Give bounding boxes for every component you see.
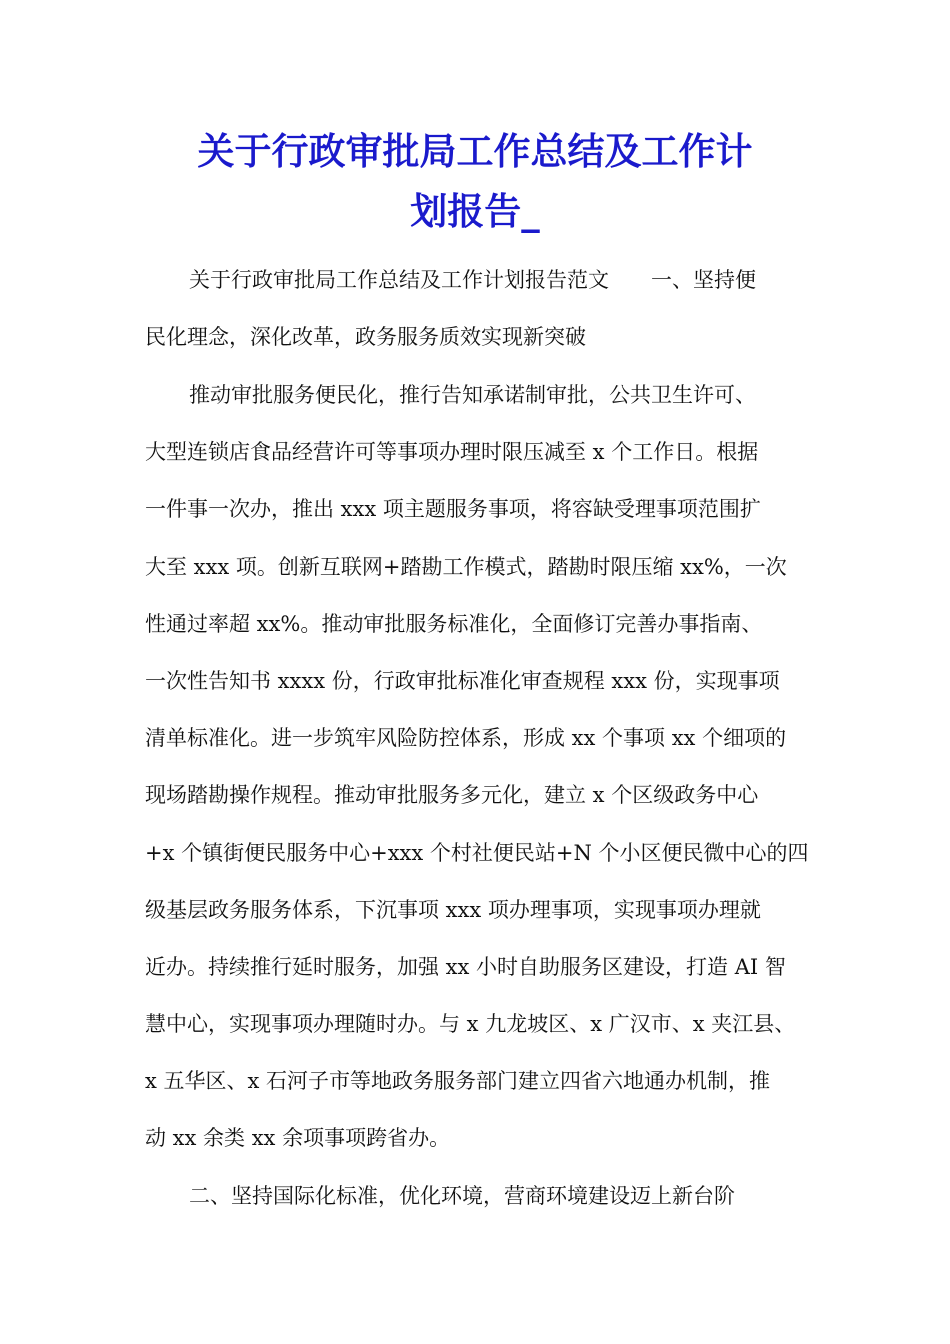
title-line: 关于行政审批局工作总结及工作计 — [197, 130, 753, 173]
paragraph-line: 现场踏勘操作规程。推动审批服务多元化，建立 x 个区级政务中心 — [145, 783, 759, 808]
paragraph-line: x 五华区、x 石河子市等地政务服务部门建立四省六地通办机制，推 — [145, 1069, 771, 1094]
paragraph-line: 推动审批服务便民化，推行告知承诺制审批，公共卫生许可、 — [189, 383, 756, 407]
paragraph-line: 二、坚持国际化标准，优化环境，营商环境建设迈上新台阶 — [189, 1184, 735, 1208]
document-title — [130, 122, 820, 242]
paragraph-line: 级基层政务服务体系，下沉事项 xxx 项办理事项，实现事项办理就 — [145, 897, 761, 922]
paragraph-line: 近办。持续推行延时服务，加强 xx 小时自助服务区建设，打造 AI 智 — [145, 954, 786, 979]
paragraph-line: 慧中心，实现事项办理随时办。与 x 九龙坡区、x 广汉市、x 夹江县、 — [145, 1012, 796, 1037]
section-heading-2 — [145, 1168, 809, 1225]
paragraph-line: 民化理念，深化改革，政务服务质效实现新突破 — [145, 325, 586, 350]
paragraph-line: 一次性告知书 xxxx 份，行政审批标准化审查规程 xxx 份，实现事项 — [145, 668, 780, 693]
paragraph-body — [145, 367, 809, 1168]
paragraph-line: 性通过率超 xx%。推动审批服务标准化，全面修订完善办事指南、 — [145, 611, 763, 636]
paragraph-line: 关于行政审批局工作总结及工作计划报告范文 一、坚持便 — [189, 268, 756, 292]
paragraph-line: 清单标准化。进一步筑牢风险防控体系，形成 xx 个事项 xx 个细项的 — [145, 726, 787, 751]
paragraph-line: 一件事一次办，推出 xxx 项主题服务事项，将容缺受理事项范围扩 — [145, 497, 761, 522]
paragraph-intro — [145, 252, 809, 366]
paragraph-line: 动 xx 余类 xx 余项事项跨省办。 — [145, 1126, 451, 1151]
paragraph-line: 大型连锁店食品经营许可等事项办理时限压减至 x 个工作日。根据 — [145, 440, 759, 465]
paragraph-line: 大至 xxx 项。创新互联网+踏勘工作模式，踏勘时限压缩 xx%，一次 — [145, 554, 787, 579]
title-line: 划报告_ — [410, 190, 540, 233]
paragraph-line: +x 个镇街便民服务中心+xxx 个村社便民站+N 个小区便民微中心的四 — [145, 840, 809, 865]
